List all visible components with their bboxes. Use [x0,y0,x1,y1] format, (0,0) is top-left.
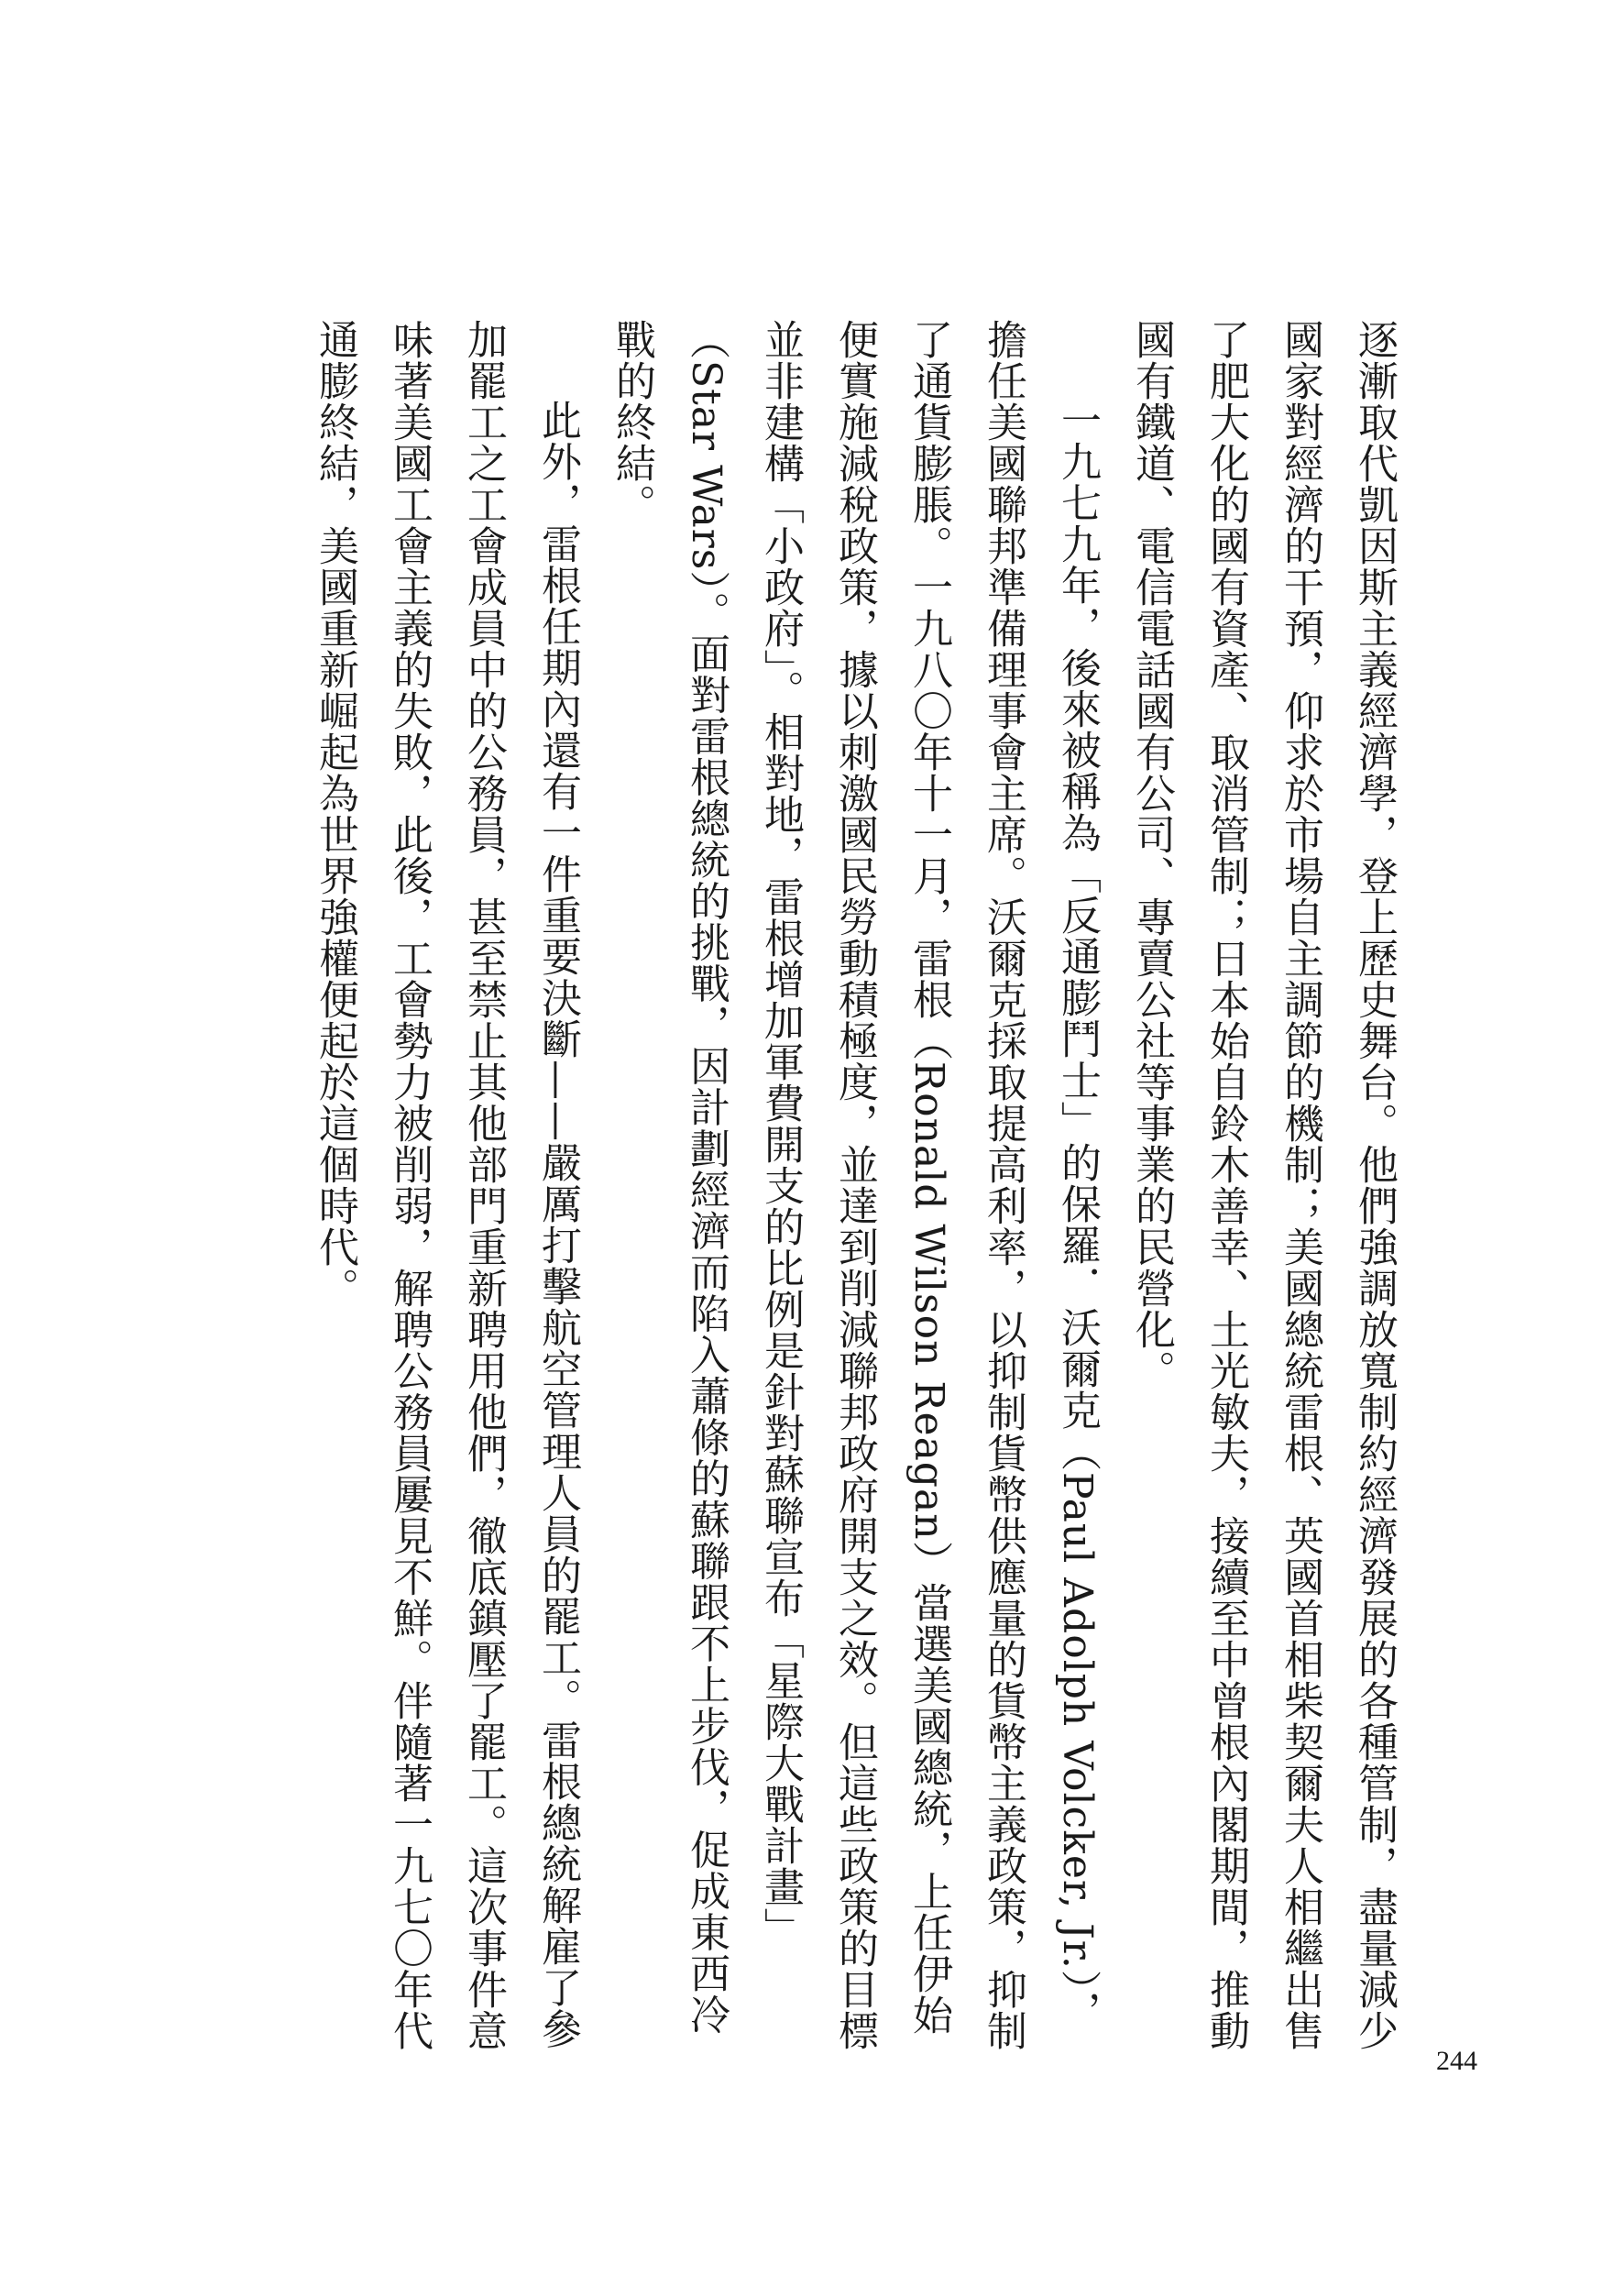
page-number: 244 [1436,2046,1477,2076]
paragraph-3: 此外，雷根任期內還有一件重要決斷——嚴厲打擊航空管理人員的罷工。雷根總統解雇了參加罷工之工會成員中的公務員，甚至禁止其他部門重新聘用他們，徹底鎮壓了罷工。這次事件意味著美國工會主義的失敗，此後，工會勢力被削弱，解聘公務員屢見不鮮。伴隨著一九七〇年代通膨終結，美國重新崛起為世界強權便起於這個時代。 [312,319,581,2051]
paragraph-2: 一九七九年，後來被稱為「反通膨鬥士」的保羅．沃爾克（Paul Adolph Volcker, Jr.），擔任美國聯邦準備理事會主席。沃爾克採取提高利率，以抑制貨幣供應量的貨幣主義政策，抑制了通貨膨脹。一九八〇年十一月，雷根（Ronald Wilson Reagan）當選美國總統，上任伊始便實施減稅政策，據以刺激國民勞動積極度，並達到削減聯邦政府開支之效。但這些政策的目標並非建構「小政府」。相對地，雷根增加軍費開支的比例是針對蘇聯宣布「星際大戰計畫」（Star Wars）。面對雷根總統的挑戰，因計劃經濟而陷入蕭條的蘇聯跟不上步伐，促成東西冷戰的終結。 [609,319,1101,2051]
body-text [128,319,1411,2060]
paragraph-1: 逐漸取代凱因斯主義經濟學，登上歷史舞台。他們強調放寬制約經濟發展的各種管制，盡量減少國家對經濟的干預，仰求於市場自主調節的機制；美國總統雷根、英國首相柴契爾夫人相繼出售了肥大化的國有資產、取消管制；日本始自鈴木善幸、土光敏夫，接續至中曾根內閣期間，推動國有鐵道、電信電話國有公司、專賣公社等事業的民營化。 [1128,319,1398,2051]
